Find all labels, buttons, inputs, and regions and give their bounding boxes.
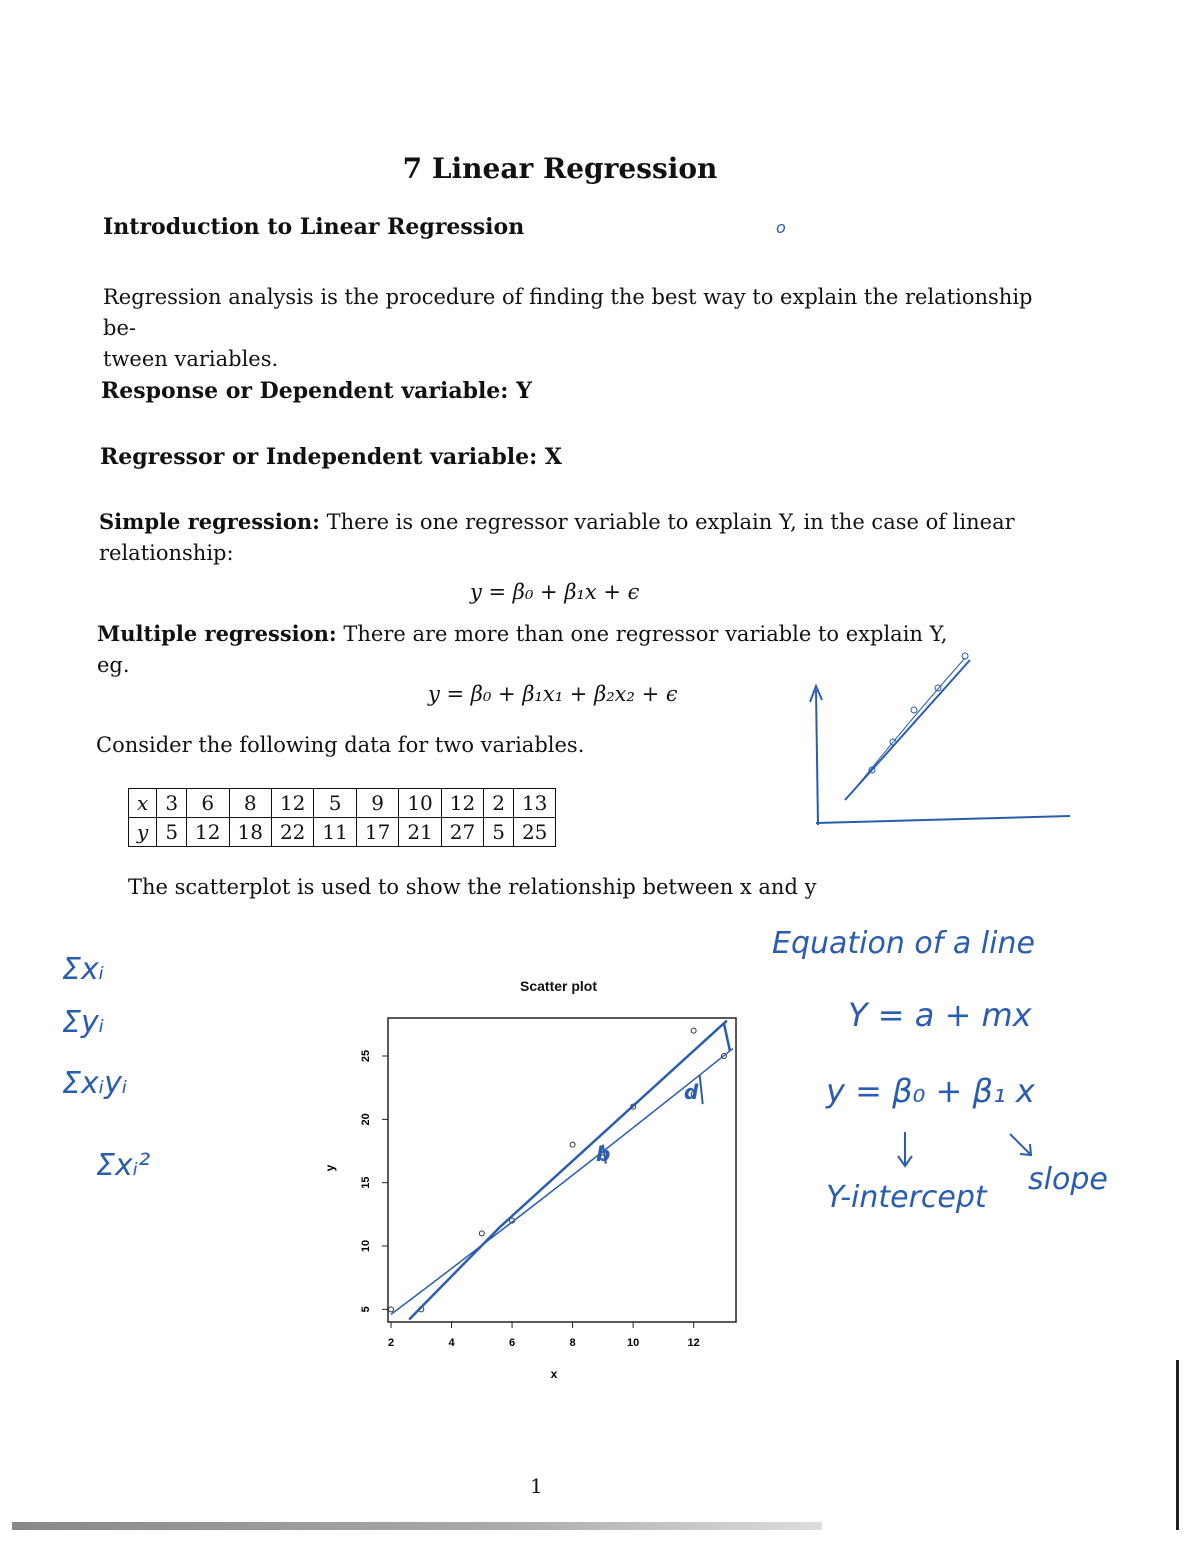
simple-regression-text-2: relationship:: [99, 541, 234, 565]
sketch-fit-line: [845, 660, 970, 800]
consider-text: Consider the following data for two variables.: [96, 733, 585, 757]
y-tick-label: 10: [359, 1239, 372, 1253]
multiple-regression-equation: y = β₀ + β₁x₁ + β₂x₂ + ϵ: [428, 682, 678, 706]
hand-fit-line: [409, 1021, 727, 1320]
scan-right-edge: [1176, 1360, 1179, 1530]
scatter-caption: The scatterplot is used to show the relationship between x and y: [128, 875, 817, 899]
hand-second-line: [391, 1048, 733, 1314]
x-tick-label: 10: [626, 1337, 640, 1349]
plot-points: [389, 1028, 727, 1312]
hand-residual-mark: [700, 1075, 703, 1104]
intro-paragraph: [103, 282, 1033, 375]
x-tick-label: 6: [509, 1337, 516, 1349]
table-header-y: y: [129, 818, 157, 847]
data-point: [570, 1142, 575, 1147]
hand-residual-mark: [724, 1023, 730, 1051]
table-cell: 27: [441, 818, 483, 847]
x-axis-label: x: [550, 1367, 558, 1381]
hand-mark-o: o: [776, 218, 786, 237]
table-cell: 22: [271, 818, 313, 847]
data-table: [128, 788, 556, 847]
simple-regression-label: Simple regression:: [99, 509, 320, 534]
table-cell: 5: [484, 818, 514, 847]
data-point: [691, 1028, 696, 1033]
table-cell: 5: [314, 789, 356, 818]
arrow-down-right-icon: [1010, 1134, 1031, 1155]
section-heading: Introduction to Linear Regression: [103, 214, 525, 240]
hand-arrows: [870, 1124, 1050, 1174]
hand-sketch-axes: [790, 640, 1090, 840]
table-row-x: [129, 789, 556, 818]
table-cell: 21: [399, 818, 441, 847]
y-tick-label: 15: [359, 1176, 372, 1189]
sketch-point: [911, 707, 917, 713]
x-tick-label: 8: [569, 1337, 576, 1349]
y-tick-label: 20: [359, 1113, 372, 1126]
response-variable-label: Response or Dependent variable: Y: [101, 378, 532, 404]
intro-line-2: tween variables.: [103, 347, 279, 371]
page-title: 7 Linear Regression: [402, 152, 718, 185]
table-cell: 8: [229, 789, 271, 818]
x-tick-label: 2: [387, 1337, 395, 1349]
hand-mark-d: d: [684, 1080, 699, 1104]
table-cell: 12: [441, 789, 483, 818]
multiple-regression-label: Multiple regression:: [97, 621, 337, 646]
table-cell: 18: [229, 818, 271, 847]
hand-intercept: Y-intercept: [826, 1180, 987, 1215]
chart-title: Scatter plot: [520, 978, 598, 994]
table-cell: 13: [513, 789, 555, 818]
regressor-variable-label: Regressor or Independent variable: X: [100, 444, 562, 470]
hand-sum-x: Σxᵢ: [62, 952, 105, 987]
data-point: [389, 1307, 394, 1312]
simple-regression-paragraph: [99, 506, 1029, 569]
table-cell: 2: [484, 789, 514, 818]
hand-sum-y: Σyᵢ: [62, 1005, 105, 1040]
y-tick-label: 5: [359, 1306, 372, 1313]
sketch-y-axis: [810, 686, 822, 825]
table-header-x: x: [129, 789, 157, 818]
y-axis-label: y: [323, 1164, 337, 1172]
table-cell: 11: [314, 818, 356, 847]
arrow-down-icon: [898, 1132, 912, 1166]
hand-eq-title: Equation of a line: [772, 926, 1035, 961]
table-cell: 6: [187, 789, 229, 818]
multiple-regression-text: There are more than one regressor variable to explain Y, eg.: [97, 622, 948, 677]
data-point: [479, 1231, 484, 1236]
hand-sum-x2: Σxᵢ²: [96, 1148, 151, 1183]
page-number: 1: [530, 1474, 543, 1498]
scan-bottom-edge: [12, 1522, 822, 1530]
sketch-point: [935, 685, 941, 691]
table-row-y: [129, 818, 556, 847]
table-cell: 10: [399, 789, 441, 818]
table-cell: 9: [356, 789, 398, 818]
table-cell: 25: [513, 818, 555, 847]
table-cell: 17: [356, 818, 398, 847]
simple-regression-text: There is one regressor variable to explain Y, in the case of linear: [319, 510, 1015, 534]
hand-eq-2: y = β₀ + β₁ x: [826, 1072, 1035, 1110]
simple-regression-equation: y = β₀ + β₁x + ϵ: [470, 580, 640, 604]
sketch-x-axis: [816, 816, 1070, 823]
table-cell: 5: [157, 818, 187, 847]
table-cell: 12: [271, 789, 313, 818]
x-tick-label: 4: [448, 1337, 455, 1349]
hand-mark-b: b: [596, 1142, 611, 1166]
hand-eq-1: Y = a + mx: [848, 996, 1032, 1034]
table-cell: 12: [187, 818, 229, 847]
x-tick-label: 12: [687, 1337, 700, 1349]
hand-sum-xy: Σxᵢyᵢ: [62, 1066, 128, 1101]
table-cell: 3: [157, 789, 187, 818]
scatter-plot: [320, 1000, 760, 1400]
intro-line-1: Regression analysis is the procedure of finding the best way to explain the relationship be-: [103, 285, 1033, 340]
y-tick-label: 25: [359, 1049, 372, 1063]
hand-slope: slope: [1028, 1162, 1108, 1197]
plot-hand-lines: [391, 1021, 733, 1320]
